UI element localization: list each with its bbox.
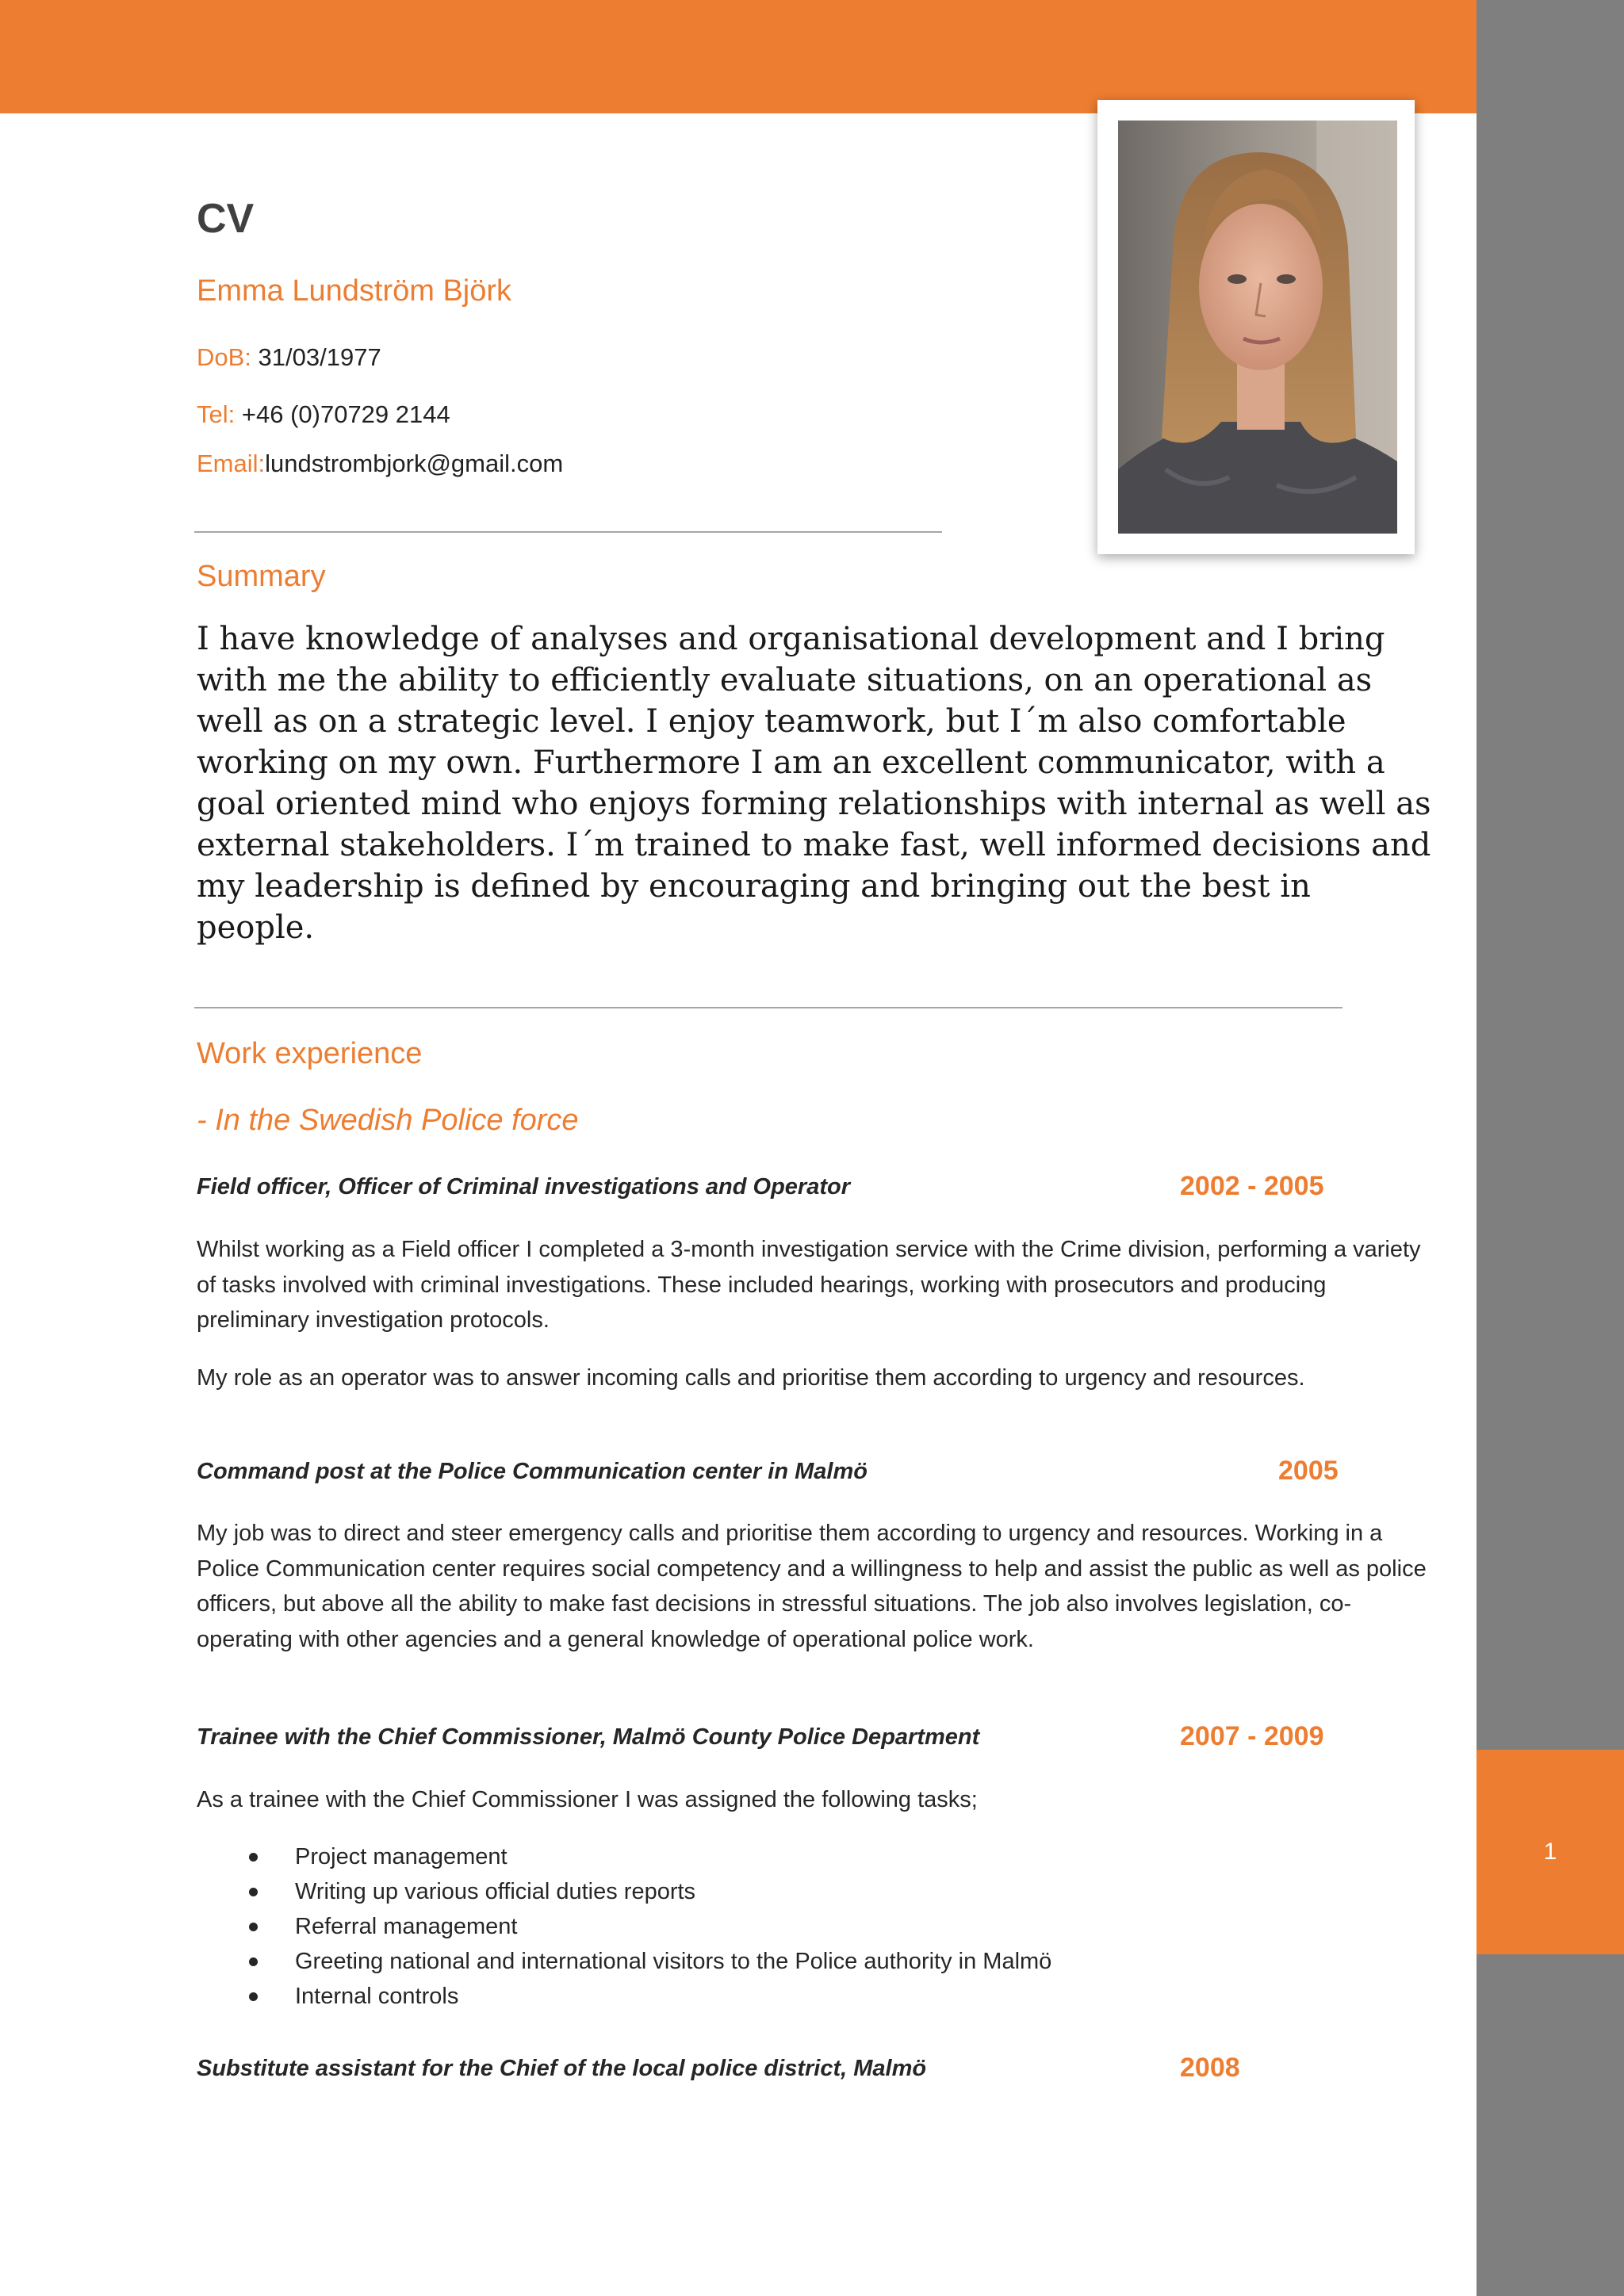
job-description: Whilst working as a Field officer I completed a 3-month investigation service with the Crime division, performing a variety of tasks involved with criminal investigations. These included hearings, working with prosecutors and producing preliminary investigation protocols. xyxy=(197,1237,1421,1333)
candidate-name: Emma Lundström Björk xyxy=(197,274,512,308)
tel-label: Tel: xyxy=(197,400,236,428)
summary-text: I have knowledge of analyses and organisational development and I bring with me the ability to efficiently evaluate situations, on an operational as well as on a strategic level. I enjoy teamwork, but I´m also comfortable working on my own. Furthermore I am an excellent communicator, with a goal oriented mind who enjoys forming relationships with internal as well as external stakeholders. I´m trained to make fast, well informed decisions and my leadership is defined by encouraging and bringing out the best in people. xyxy=(197,621,1431,946)
task-list xyxy=(197,1839,1051,2014)
work-heading: Work experience xyxy=(197,1037,423,1070)
job-title: Command post at the Police Communication center in Malmö xyxy=(197,1459,868,1484)
work-subheading: - In the Swedish Police force xyxy=(197,1104,579,1137)
job-title: Trainee with the Chief Commissioner, Malmö County Police Department xyxy=(197,1724,980,1750)
dob-label: DoB: xyxy=(197,343,251,371)
email-value: lundstrombjork@gmail.com xyxy=(265,450,564,477)
job-description: As a trainee with the Chief Commissioner I was assigned the following tasks; xyxy=(197,1787,978,1812)
list-item: Project management xyxy=(197,1839,1051,1874)
divider-summary xyxy=(194,1007,1342,1008)
list-item: Referral management xyxy=(197,1909,1051,1944)
job-years: 2008 xyxy=(1180,2053,1240,2083)
job-description: My role as an operator was to answer incoming calls and prioritise them according to urgency and resources. xyxy=(197,1365,1305,1391)
job-years: 2005 xyxy=(1278,1456,1339,1486)
page-title: CV xyxy=(197,196,255,242)
email-label: Email: xyxy=(197,450,266,477)
list-item: Internal controls xyxy=(197,1979,1051,2014)
profile-photo xyxy=(1097,100,1415,554)
summary-heading: Summary xyxy=(197,560,326,593)
tel-row xyxy=(197,400,450,429)
divider-top xyxy=(194,531,942,533)
list-item: Writing up various official duties reports xyxy=(197,1874,1051,1909)
job-description: My job was to direct and steer emergency calls and prioritise them according to urgency and resources. Working in a Police Communication center requires social competency and a willingness to help and assist the public as well as police officers, but above all the ability to make fast decisions in stressful situations. The job also involves legislation, co-operating with other agencies and a general knowledge of operational police work. xyxy=(197,1521,1427,1652)
job-years: 2002 - 2005 xyxy=(1180,1171,1324,1201)
email-row xyxy=(197,450,563,478)
list-item: Greeting national and international visitors to the Police authority in Malmö xyxy=(197,1944,1051,1979)
page-number: 1 xyxy=(1477,1750,1624,1954)
job-title: Field officer, Officer of Criminal investigations and Operator xyxy=(197,1174,850,1200)
job-years: 2007 - 2009 xyxy=(1180,1721,1324,1751)
header-band xyxy=(0,0,1477,113)
tel-value: +46 (0)70729 2144 xyxy=(241,400,450,428)
dob-row xyxy=(197,343,381,372)
job-title: Substitute assistant for the Chief of the local police district, Malmö xyxy=(197,2056,927,2081)
portrait-image xyxy=(1118,121,1397,534)
dob-value: 31/03/1977 xyxy=(258,343,381,371)
